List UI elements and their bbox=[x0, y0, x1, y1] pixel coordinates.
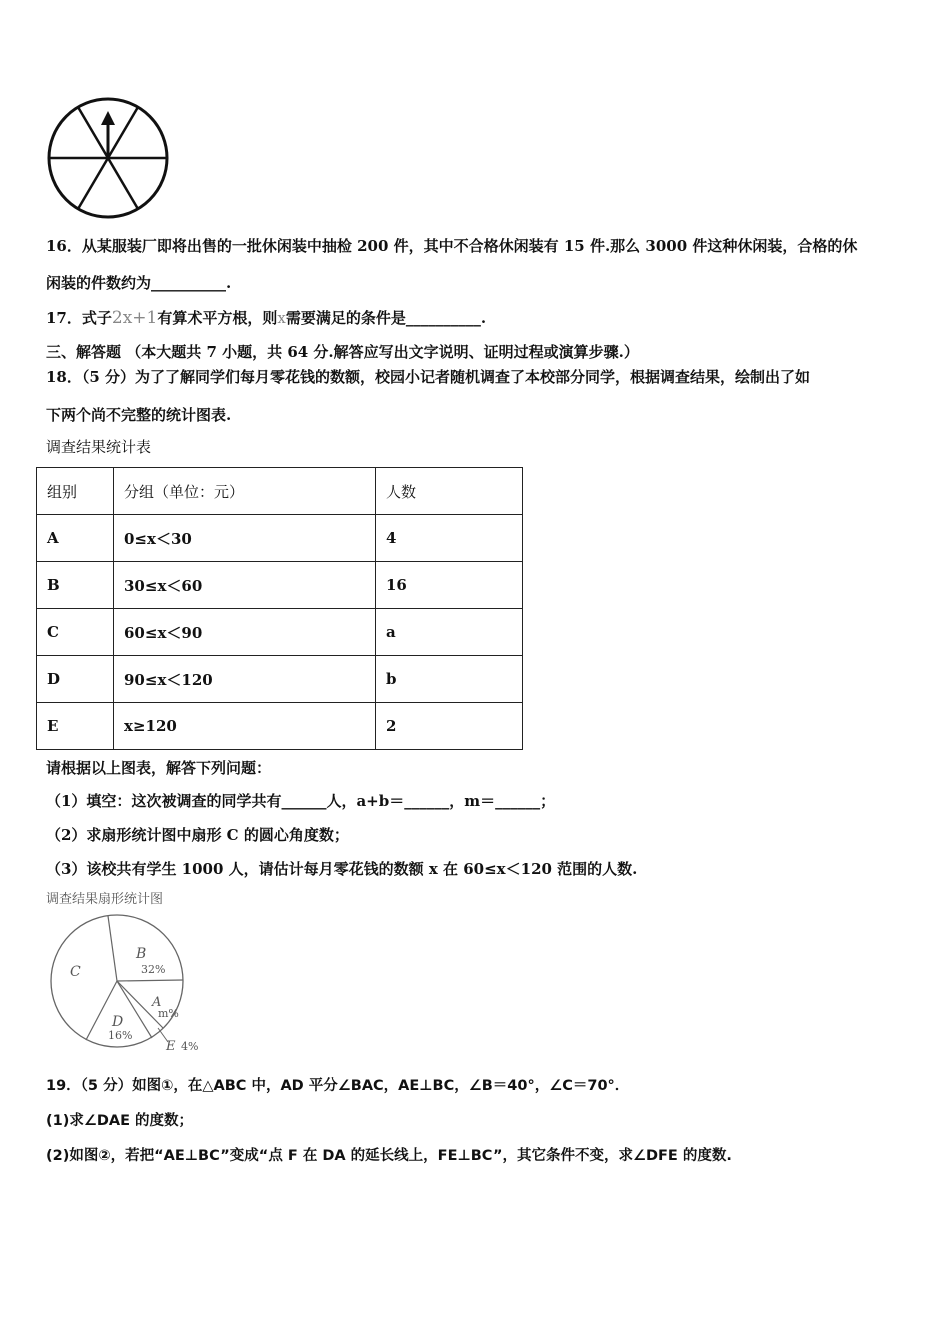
q16-line2: 闲装的件数约为__________. bbox=[46, 274, 232, 292]
q18-prompt: 请根据以上图表，解答下列问题： bbox=[46, 759, 272, 777]
table-header-cell: 组别 bbox=[37, 468, 114, 515]
pie-value-b: 32% bbox=[141, 963, 166, 976]
table-header-cell: 分组（单位：元） bbox=[114, 468, 376, 515]
q17-prefix: 17．式子 bbox=[46, 309, 112, 327]
pie-value-e: 4% bbox=[181, 1040, 199, 1053]
table-cell: 60≤x＜90 bbox=[114, 609, 376, 656]
table-row bbox=[37, 609, 523, 656]
pie-label-e: E bbox=[166, 1039, 176, 1054]
table-cell: B bbox=[37, 562, 114, 609]
pie-value-a: m% bbox=[158, 1007, 179, 1020]
q17-suffix: 需要满足的条件是__________. bbox=[285, 309, 487, 327]
table-cell: C bbox=[37, 609, 114, 656]
table-row bbox=[37, 703, 523, 750]
q18-sub3: （3）该校共有学生 1000 人，请估计每月零花钱的数额 x 在 60≤x＜120 范围的人数. bbox=[46, 860, 638, 878]
table-header-cell: 人数 bbox=[376, 468, 523, 515]
q17-line bbox=[46, 308, 486, 328]
q18-sub1: （1）填空：这次被调查的同学共有______人，a+b＝______，m＝______； bbox=[46, 792, 556, 810]
pie-divider-b-a bbox=[117, 980, 183, 981]
q16-line1: 16．从某服装厂即将出售的一批休闲装中抽检 200 件，其中不合格休闲装有 15 件.那么 3000 件这种休闲装，合格的休 bbox=[46, 237, 858, 255]
table-cell: 16 bbox=[376, 562, 523, 609]
pie-label-d: D bbox=[112, 1014, 124, 1030]
q18-line2: 下两个尚不完整的统计图表. bbox=[46, 406, 232, 424]
pie-divider-b-c bbox=[108, 916, 117, 981]
table-cell: 90≤x＜120 bbox=[114, 656, 376, 703]
section3-heading: 三、解答题 （本大题共 7 小题，共 64 分.解答应写出文字说明、证明过程或演算步骤.） bbox=[46, 343, 639, 361]
table-cell: 2 bbox=[376, 703, 523, 750]
table-cell: a bbox=[376, 609, 523, 656]
q18-line1: 18．（5 分）为了了解同学们每月零花钱的数额，校园小记者随机调查了本校部分同学，根据调查结果，绘制出了如 bbox=[46, 368, 811, 386]
spinner-figure bbox=[46, 97, 172, 221]
table-row bbox=[37, 562, 523, 609]
spinner-arrowhead-icon bbox=[101, 111, 115, 125]
pie-label-c: C bbox=[70, 964, 81, 980]
table-cell: 30≤x＜60 bbox=[114, 562, 376, 609]
table-header-row bbox=[37, 468, 523, 515]
q19-line2: (1)求∠DAE 的度数； bbox=[46, 1113, 194, 1129]
table-cell: E bbox=[37, 703, 114, 750]
pie-chart bbox=[46, 910, 216, 1058]
table-cell: 0≤x＜30 bbox=[114, 515, 376, 562]
q19-line1: 19．（5 分）如图①，在△ABC 中，AD 平分∠BAC，AE⊥BC，∠B＝40°，∠C＝70°． bbox=[46, 1078, 630, 1094]
q17-expression: 2x+1 bbox=[111, 308, 158, 328]
table-row bbox=[37, 515, 523, 562]
table-cell: 4 bbox=[376, 515, 523, 562]
q17-variable: x bbox=[277, 309, 286, 327]
survey-table bbox=[36, 467, 523, 750]
q18-sub2: （2）求扇形统计图中扇形 C 的圆心角度数； bbox=[46, 826, 349, 844]
q17-middle: 有算术平方根，则 bbox=[157, 309, 278, 327]
pie-value-d: 16% bbox=[108, 1029, 133, 1042]
pie-title: 调查结果扇形统计图 bbox=[46, 892, 164, 907]
q19-line3: (2)如图②，若把“AE⊥BC”变成“点 F 在 DA 的延长线上，FE⊥BC”，其它条件不变，求∠DFE 的度数. bbox=[46, 1148, 732, 1164]
table-row bbox=[37, 656, 523, 703]
table-cell: D bbox=[37, 656, 114, 703]
table-title: 调查结果统计表 bbox=[46, 438, 152, 456]
pie-label-a: A bbox=[152, 995, 162, 1010]
table-cell: A bbox=[37, 515, 114, 562]
table-cell: x≥120 bbox=[114, 703, 376, 750]
pie-label-b: B bbox=[136, 946, 147, 962]
table-cell: b bbox=[376, 656, 523, 703]
